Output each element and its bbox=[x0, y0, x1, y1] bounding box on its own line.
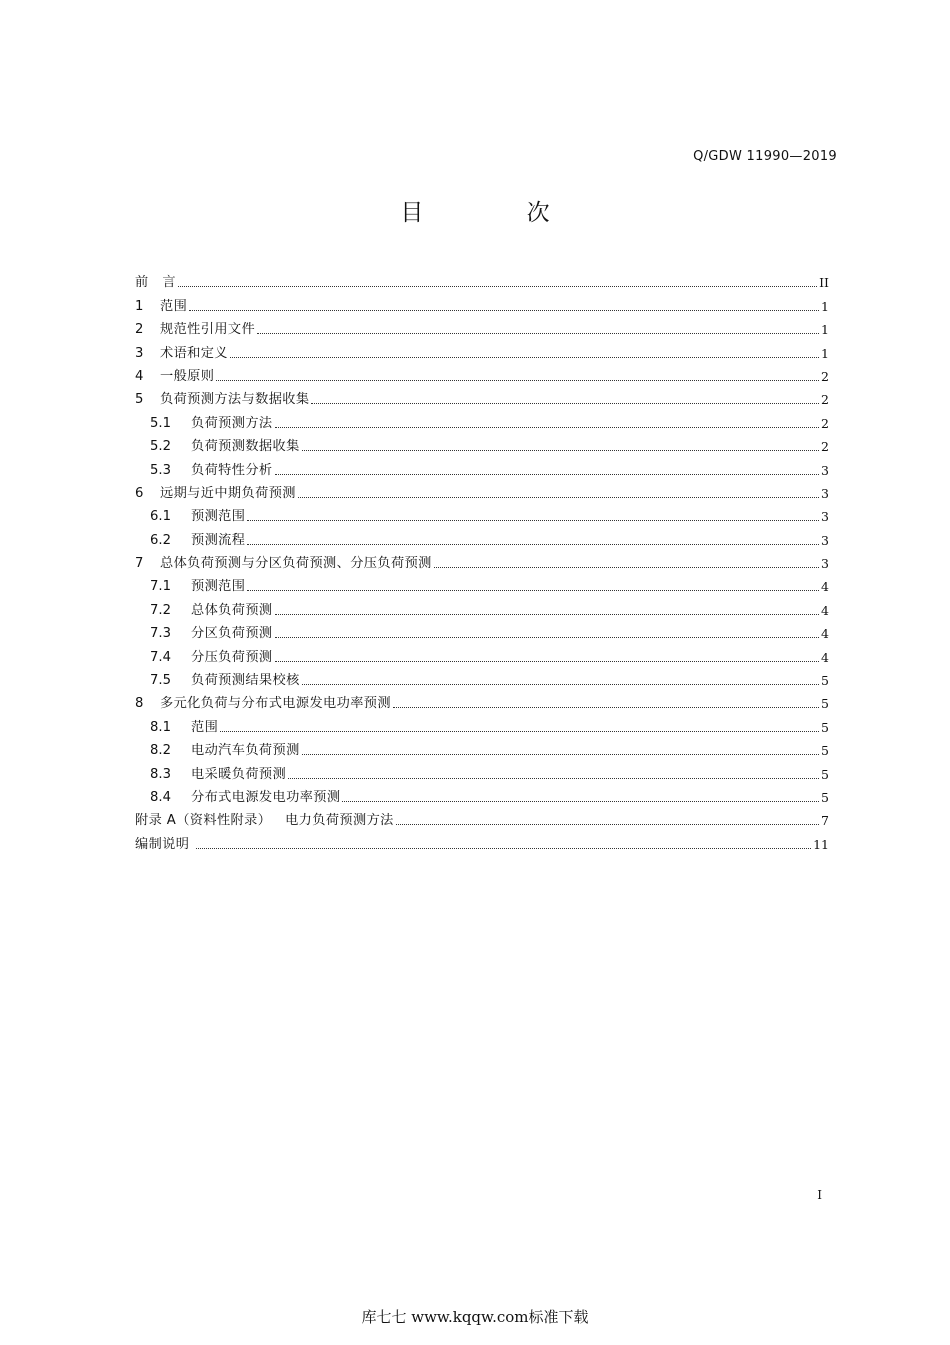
toc-dot-leader bbox=[302, 450, 819, 451]
toc-entry-page: 5 bbox=[821, 766, 829, 782]
toc-entry-page: 2 bbox=[821, 439, 829, 455]
toc-dot-leader bbox=[230, 357, 819, 358]
toc-entry-label: 范围 bbox=[191, 719, 219, 735]
toc-entry-page: 4 bbox=[821, 649, 829, 665]
toc-entry-number: 5 bbox=[135, 392, 144, 408]
toc-dot-leader bbox=[275, 637, 819, 638]
toc-entry[interactable] bbox=[135, 783, 829, 806]
toc-entry-label: 总体负荷预测 bbox=[191, 602, 273, 618]
toc-entry-label: 预测流程 bbox=[191, 532, 246, 548]
toc-entry-number: 8.1 bbox=[150, 719, 171, 735]
toc-entry-number: 8.2 bbox=[150, 743, 171, 759]
toc-dot-leader bbox=[247, 544, 819, 545]
toc-dot-leader bbox=[189, 310, 819, 311]
toc-entry-label: 一般原则 bbox=[160, 368, 215, 384]
toc-entry[interactable] bbox=[135, 642, 829, 665]
toc-dot-leader bbox=[302, 684, 819, 685]
toc-entry-label: 预测范围 bbox=[191, 509, 246, 525]
toc-entry-number: 1 bbox=[135, 298, 144, 314]
toc-dot-leader bbox=[311, 403, 819, 404]
toc-entry-number: 8.3 bbox=[150, 766, 171, 782]
toc-entry[interactable] bbox=[135, 666, 829, 689]
toc-entry-page: 3 bbox=[821, 556, 829, 572]
toc-entry-label: 负荷预测方法与数据收集 bbox=[160, 392, 310, 408]
toc-entry-page: 4 bbox=[821, 579, 829, 595]
toc-entry[interactable] bbox=[135, 385, 829, 408]
toc-dot-leader bbox=[178, 286, 817, 287]
toc-entry-number: 5.3 bbox=[150, 462, 171, 478]
toc-entry[interactable] bbox=[135, 549, 829, 572]
toc-entry-label: 前 言 bbox=[135, 275, 176, 291]
toc-entry[interactable] bbox=[135, 338, 829, 361]
toc-dot-leader bbox=[434, 567, 819, 568]
toc-entry-page: 4 bbox=[821, 602, 829, 618]
toc-entry-label: 负荷预测数据收集 bbox=[191, 439, 300, 455]
toc-entry-page: 2 bbox=[821, 392, 829, 408]
toc-entry[interactable] bbox=[135, 432, 829, 455]
toc-entry-page: 11 bbox=[813, 836, 829, 852]
toc-entry-number: 6.2 bbox=[150, 532, 171, 548]
toc-entry-label: 预测范围 bbox=[191, 579, 246, 595]
toc-dot-leader bbox=[275, 474, 819, 475]
toc-dot-leader bbox=[288, 778, 819, 779]
toc-entry-number: 8.4 bbox=[150, 789, 171, 805]
toc-entry-page: 5 bbox=[821, 696, 829, 712]
document-code: Q/GDW 11990—2019 bbox=[693, 149, 837, 164]
toc-dot-leader bbox=[275, 427, 819, 428]
toc-entry-page: 5 bbox=[821, 719, 829, 735]
toc-entry[interactable] bbox=[135, 408, 829, 431]
toc-entry-page: 5 bbox=[821, 743, 829, 759]
toc-entry[interactable] bbox=[135, 502, 829, 525]
table-of-contents bbox=[135, 268, 829, 853]
toc-dot-leader bbox=[247, 520, 819, 521]
toc-entry-label: 电采暖负荷预测 bbox=[191, 766, 287, 782]
toc-dot-leader bbox=[247, 590, 819, 591]
toc-entry-label: 电动汽车负荷预测 bbox=[191, 743, 300, 759]
toc-entry-number: 7.4 bbox=[150, 649, 171, 665]
toc-entry-page: 3 bbox=[821, 509, 829, 525]
toc-entry-page: 3 bbox=[821, 532, 829, 548]
toc-dot-leader bbox=[275, 661, 819, 662]
toc-entry-label: 范围 bbox=[160, 298, 188, 314]
toc-entry[interactable] bbox=[135, 525, 829, 548]
toc-dot-leader bbox=[342, 801, 819, 802]
page-number: I bbox=[817, 1188, 822, 1202]
toc-entry-label: 分压负荷预测 bbox=[191, 649, 273, 665]
toc-entry-number: 7 bbox=[135, 556, 144, 572]
toc-dot-leader bbox=[396, 824, 819, 825]
toc-entry[interactable] bbox=[135, 315, 829, 338]
toc-entry[interactable] bbox=[135, 759, 829, 782]
toc-entry-number: 7.1 bbox=[150, 579, 171, 595]
toc-entry-number: 6 bbox=[135, 485, 144, 501]
toc-entry-number: 6.1 bbox=[150, 509, 171, 525]
toc-entry-label: 远期与近中期负荷预测 bbox=[160, 485, 296, 501]
toc-entry-label: 分布式电源发电功率预测 bbox=[191, 789, 341, 805]
toc-entry-label: 负荷预测结果校核 bbox=[191, 673, 300, 689]
toc-entry-page: 1 bbox=[821, 345, 829, 361]
toc-entry-number: 7.5 bbox=[150, 673, 171, 689]
toc-entry[interactable] bbox=[135, 595, 829, 618]
toc-entry[interactable] bbox=[135, 291, 829, 314]
toc-entry-page: 2 bbox=[821, 368, 829, 384]
toc-dot-leader bbox=[393, 707, 819, 708]
toc-entry[interactable] bbox=[135, 455, 829, 478]
toc-entry-label: 多元化负荷与分布式电源发电功率预测 bbox=[160, 696, 391, 712]
page-title: 目 次 bbox=[400, 200, 598, 226]
toc-entry[interactable] bbox=[135, 619, 829, 642]
toc-entry-page: 5 bbox=[821, 789, 829, 805]
toc-entry-label: 术语和定义 bbox=[160, 345, 228, 361]
toc-entry-number: 3 bbox=[135, 345, 144, 361]
toc-entry-label: 负荷预测方法 bbox=[191, 415, 273, 431]
toc-entry-page: 4 bbox=[821, 626, 829, 642]
toc-entry-label: 规范性引用文件 bbox=[160, 322, 256, 338]
toc-entry[interactable] bbox=[135, 689, 829, 712]
toc-entry[interactable] bbox=[135, 806, 829, 829]
toc-entry-page: II bbox=[819, 275, 829, 291]
toc-entry-number: 7.2 bbox=[150, 602, 171, 618]
toc-entry-number: 4 bbox=[135, 368, 144, 384]
toc-entry[interactable] bbox=[135, 712, 829, 735]
toc-entry-page: 3 bbox=[821, 462, 829, 478]
toc-entry[interactable] bbox=[135, 268, 829, 291]
toc-entry-number: 8 bbox=[135, 696, 144, 712]
toc-entry-number: 7.3 bbox=[150, 626, 171, 642]
footer-watermark-text: 库七七 www.kqqw.com标准下载 bbox=[361, 1308, 589, 1326]
toc-entry[interactable] bbox=[135, 479, 829, 502]
toc-entry-page: 3 bbox=[821, 485, 829, 501]
toc-dot-leader bbox=[196, 848, 811, 849]
toc-entry-page: 7 bbox=[821, 813, 829, 829]
toc-entry-number: 5.1 bbox=[150, 415, 171, 431]
toc-entry-label: 分区负荷预测 bbox=[191, 626, 273, 642]
toc-entry-page: 1 bbox=[821, 298, 829, 314]
toc-entry[interactable] bbox=[135, 736, 829, 759]
toc-entry-label: 负荷特性分析 bbox=[191, 462, 273, 478]
toc-dot-leader bbox=[216, 380, 819, 381]
toc-entry-label: 附录 A（资料性附录） 电力负荷预测方法 bbox=[135, 813, 394, 829]
toc-dot-leader bbox=[220, 731, 819, 732]
toc-entry-number: 5.2 bbox=[150, 439, 171, 455]
toc-entry-page: 5 bbox=[821, 673, 829, 689]
toc-entry[interactable] bbox=[135, 829, 829, 852]
toc-entry-label: 总体负荷预测与分区负荷预测、分压负荷预测 bbox=[160, 556, 432, 572]
toc-dot-leader bbox=[257, 333, 819, 334]
toc-entry[interactable] bbox=[135, 362, 829, 385]
toc-entry-number: 2 bbox=[135, 322, 144, 338]
toc-entry-page: 2 bbox=[821, 415, 829, 431]
toc-dot-leader bbox=[302, 754, 819, 755]
toc-dot-leader bbox=[275, 614, 819, 615]
toc-entry[interactable] bbox=[135, 572, 829, 595]
toc-dot-leader bbox=[298, 497, 819, 498]
toc-entry-label: 编制说明 bbox=[135, 836, 194, 852]
toc-entry-page: 1 bbox=[821, 322, 829, 338]
